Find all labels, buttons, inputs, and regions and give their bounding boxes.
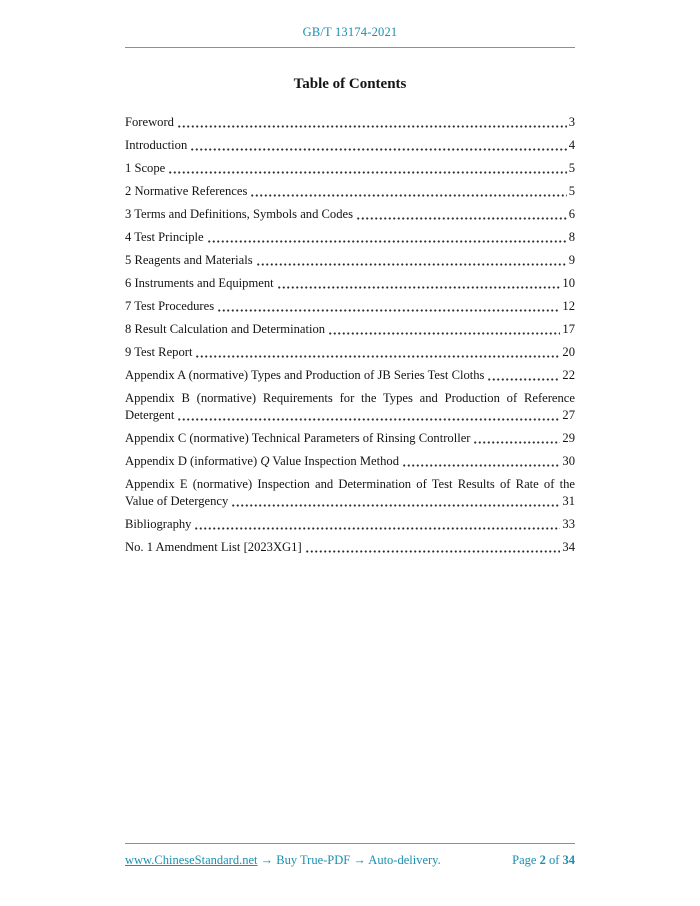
page-footer bbox=[125, 843, 575, 868]
toc-entry bbox=[125, 229, 575, 246]
toc-leader-dots bbox=[177, 124, 567, 129]
toc-leader-dots bbox=[207, 239, 567, 244]
toc-entry-page: 27 bbox=[562, 408, 575, 422]
toc-entry-label: Foreword bbox=[125, 115, 174, 129]
toc-entry bbox=[125, 344, 575, 361]
footer-page-word: Page bbox=[512, 853, 537, 867]
toc-entry-page: 17 bbox=[562, 322, 575, 336]
toc-entry-label-italic: Q bbox=[260, 454, 270, 468]
footer-of-word: of bbox=[548, 853, 560, 867]
toc-entry-page: 20 bbox=[562, 345, 575, 359]
toc-entry-page: 9 bbox=[568, 253, 575, 267]
toc-leader-dots bbox=[195, 354, 560, 359]
toc-entry-label bbox=[125, 453, 399, 470]
toc-entry-page: 33 bbox=[562, 517, 575, 531]
toc-leader-dots bbox=[277, 285, 561, 290]
toc-entry-label-continued: Value of Detergency bbox=[125, 494, 229, 508]
toc-leader-dots bbox=[256, 262, 567, 267]
toc-entry-page: 4 bbox=[568, 138, 575, 152]
toc-entry-label: Appendix E (normative) Inspection and Determination of Test Results of Rate of the bbox=[125, 477, 575, 491]
toc-entry bbox=[125, 516, 575, 533]
toc-entry bbox=[125, 275, 575, 292]
toc-leader-dots bbox=[194, 526, 560, 531]
toc-entry-label: 4 Test Principle bbox=[125, 230, 204, 244]
toc-entry-label-pre: Appendix D (informative) bbox=[125, 454, 261, 468]
toc-entry-label: 1 Scope bbox=[125, 161, 166, 175]
toc-entry-page: 10 bbox=[562, 276, 575, 290]
footer-page-number: 2 bbox=[539, 853, 546, 867]
toc-entry bbox=[125, 298, 575, 315]
toc-leader-dots bbox=[473, 440, 560, 445]
footer-tagline bbox=[125, 853, 441, 868]
toc-entry-page: 3 bbox=[568, 115, 575, 129]
toc-entry-label: Appendix A (normative) Types and Production of JB Series Test Cloths bbox=[125, 368, 485, 382]
toc-leader-dots bbox=[402, 463, 560, 468]
toc-entry-label: 2 Normative References bbox=[125, 184, 248, 198]
toc-entry-label: 8 Result Calculation and Determination bbox=[125, 322, 326, 336]
toc-leader-dots bbox=[190, 147, 566, 152]
toc-entry-label: 5 Reagents and Materials bbox=[125, 253, 253, 267]
toc-entry bbox=[125, 476, 575, 510]
toc-entry-page: 22 bbox=[562, 368, 575, 382]
toc-entry bbox=[125, 252, 575, 269]
toc-title: Table of Contents bbox=[293, 76, 407, 92]
toc-entry-page: 31 bbox=[562, 494, 575, 508]
toc-list bbox=[125, 114, 575, 556]
toc-entry bbox=[125, 321, 575, 338]
toc-entry-page: 8 bbox=[568, 230, 575, 244]
toc-entry-page: 30 bbox=[562, 454, 575, 468]
toc-entry-label-continued: Detergent bbox=[125, 408, 175, 422]
toc-entry-page: 5 bbox=[568, 161, 575, 175]
toc-leader-dots bbox=[250, 193, 566, 198]
toc-leader-dots bbox=[305, 549, 561, 554]
toc-entry-page: 6 bbox=[568, 207, 575, 221]
toc-entry-label: Bibliography bbox=[125, 517, 192, 531]
toc-entry bbox=[125, 114, 575, 131]
toc-entry bbox=[125, 367, 575, 384]
toc-leader-dots bbox=[177, 417, 560, 422]
footer-page-total: 34 bbox=[562, 853, 575, 867]
toc-entry bbox=[125, 453, 575, 470]
toc-entry-label: 3 Terms and Definitions, Symbols and Codes bbox=[125, 207, 354, 221]
toc-entry-label: Appendix B (normative) Requirements for the Types and Production of Reference bbox=[125, 391, 575, 405]
toc-leader-dots bbox=[356, 216, 567, 221]
footer-tagline-text: → Buy True-PDF → Auto-delivery. bbox=[257, 853, 441, 867]
toc-entry-page: 29 bbox=[562, 431, 575, 445]
toc-entry-page: 12 bbox=[562, 299, 575, 313]
toc-entry bbox=[125, 206, 575, 223]
footer-website-link[interactable]: www.ChineseStandard.net bbox=[125, 853, 258, 867]
toc-entry bbox=[125, 183, 575, 200]
toc-leader-dots bbox=[231, 503, 560, 508]
toc-entry-page: 5 bbox=[568, 184, 575, 198]
toc-leader-dots bbox=[168, 170, 566, 175]
toc-entry-label: No. 1 Amendment List [2023XG1] bbox=[125, 540, 302, 554]
toc-entry-label: 9 Test Report bbox=[125, 345, 193, 359]
toc-entry-label: Appendix C (normative) Technical Parameters of Rinsing Controller bbox=[125, 431, 471, 445]
toc-entry bbox=[125, 160, 575, 177]
toc-entry-label: Introduction bbox=[125, 138, 188, 152]
toc-leader-dots bbox=[217, 308, 560, 313]
toc-entry-label-post: Value Inspection Method bbox=[269, 454, 399, 468]
toc-entry bbox=[125, 137, 575, 154]
footer-page-indicator bbox=[512, 853, 575, 868]
toc-entry-label: 7 Test Procedures bbox=[125, 299, 215, 313]
toc-leader-dots bbox=[328, 331, 560, 336]
toc-entry bbox=[125, 430, 575, 447]
header-rule bbox=[125, 47, 575, 48]
toc-leader-dots bbox=[487, 377, 560, 382]
toc-entry-page: 34 bbox=[562, 540, 575, 554]
doc-number-header: GB/T 13174-2021 bbox=[302, 25, 398, 39]
toc-entry bbox=[125, 390, 575, 424]
toc-entry bbox=[125, 539, 575, 556]
toc-entry-label: 6 Instruments and Equipment bbox=[125, 276, 274, 290]
